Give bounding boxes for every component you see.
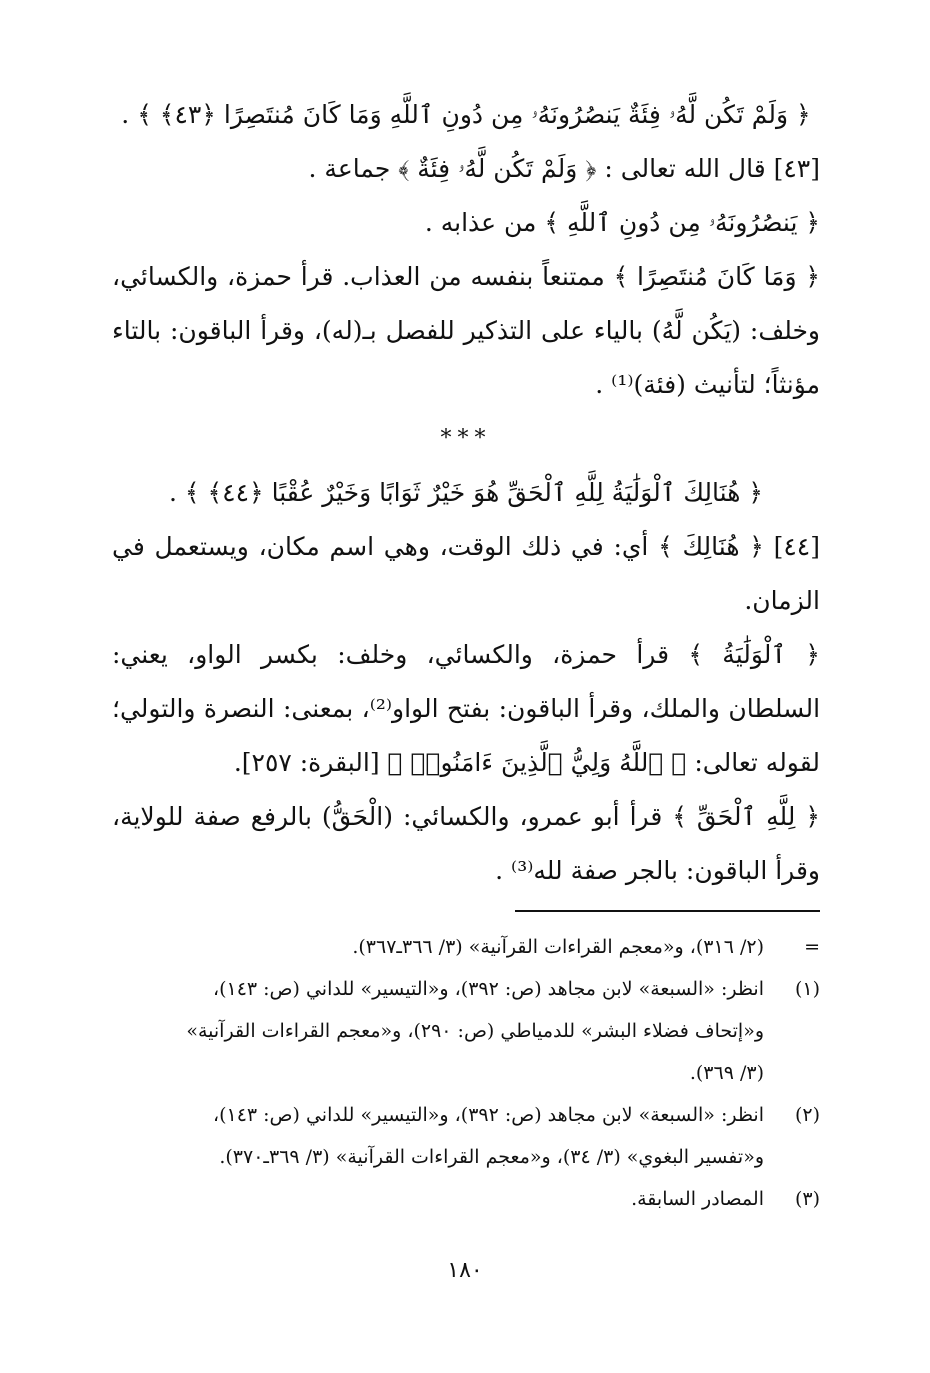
- section-separator: ***: [440, 426, 492, 451]
- commentary-43-line-4: وخلف: (يَكُن لَّهُ) بالياء على التذكير للفصل بـ(له)، وقرأ الباقون: بالتاء: [112, 316, 820, 345]
- footnote-1: [112, 968, 820, 1010]
- commentary-44-line-6: ﴿ لِلَّهِ ٱلْحَقِّ ﴾ قرأ أبو عمرو، والكسائي: (الْحَقُّ) بالرفع صفة للولاية،: [112, 802, 820, 831]
- commentary-44-line-5: لقوله تعالى: ﴿ ٱللَّهُ وَلِيُّ ٱلَّذِينَ ءَامَنُوا۟ ﴾ [البقرة: ٢٥٧].: [233, 748, 820, 777]
- footnote-1-text-line-3: (٣/ ٣٦٩).: [689, 1062, 764, 1084]
- footnote-2: [112, 1094, 820, 1136]
- footnote-1-line-3: [112, 1052, 820, 1094]
- quran-verse-44: ﴿ هُنَالِكَ ٱلْوَلَٰيَةُ لِلَّهِ ٱلْحَقِّ هُوَ خَيْرٌ ثَوَابًا وَخَيْرٌ عُقْبًا ﴿٤٤﴾ ﴾ .: [169, 478, 763, 507]
- commentary-43-line-5: مؤنثاً؛ لتأنيث (فئة)⁽¹⁾ .: [595, 370, 820, 399]
- footnote-2-line-2: [112, 1136, 820, 1178]
- footnote-3-number: (٣): [794, 1188, 820, 1210]
- footnote-1-number: (١): [794, 978, 820, 1000]
- commentary-44-line-7: وقرأ الباقون: بالجر صفة لله⁽³⁾ .: [495, 856, 820, 885]
- commentary-44-line-4: السلطان والملك، وقرأ الباقون: بفتح الواو⁽²⁾، بمعنى: النصرة والتولي؛: [112, 694, 820, 723]
- footnote-continuation: [112, 926, 820, 968]
- page-number: ١٨٠: [447, 1258, 483, 1283]
- footnote-2-text-line-1: انظر: «السبعة» لابن مجاهد (ص: ٣٩٢)، و«التيسير» للداني (ص: ١٤٣)،: [212, 1104, 764, 1126]
- footnote-continuation-marker: =: [804, 936, 820, 958]
- quran-verse-43: ﴿ وَلَمْ تَكُن لَّهُۥ فِئَةٌ يَنصُرُونَهُۥ مِن دُونِ ٱللَّهِ وَمَا كَانَ مُنتَصِرًا ﴿٤٣﴾ ﴾ .: [121, 100, 811, 129]
- page-body: [112, 88, 820, 1220]
- footnote-1-line-2: [112, 1010, 820, 1052]
- footnote-continuation-text: (٢/ ٣١٦)، و«معجم القراءات القرآنية» (٣/ ٣٦٦ـ٣٦٧).: [352, 936, 764, 958]
- commentary-43-line-1: [٤٣] قال الله تعالى : ﴿ وَلَمْ تَكُن لَّهُۥ فِئَةٌ ﴾ جماعة .: [308, 154, 820, 183]
- commentary-43-line-3: ﴿ وَمَا كَانَ مُنتَصِرًا ﴾ ممتنعاً بنفسه من العذاب. قرأ حمزة، والكسائي،: [112, 262, 820, 291]
- commentary-43-line-2: ﴿ يَنصُرُونَهُۥ مِن دُونِ ٱللَّهِ ﴾ من عذابه .: [424, 208, 820, 237]
- footnote-1-text-line-1: انظر: «السبعة» لابن مجاهد (ص: ٣٩٢)، و«التيسير» للداني (ص: ١٤٣)،: [212, 978, 764, 1000]
- footnote-3-text-line-1: المصادر السابقة.: [631, 1188, 764, 1210]
- footnote-1-text-line-2: و«إتحاف فضلاء البشر» للدمياطي (ص: ٢٩٠)، و«معجم القراءات القرآنية»: [186, 1020, 764, 1042]
- footnote-divider: [515, 910, 820, 912]
- footnote-2-number: (٢): [794, 1104, 820, 1126]
- commentary-44-line-3: ﴿ ٱلْوَلَٰيَةُ ﴾ قرأ حمزة، والكسائي، وخلف: بكسر الواو، يعني:: [112, 640, 820, 669]
- commentary-44-line-1: [٤٤] ﴿ هُنَالِكَ ﴾ أي: في ذلك الوقت، وهي اسم مكان، ويستعمل في: [112, 532, 820, 561]
- commentary-44-line-2: الزمان.: [744, 586, 820, 615]
- footnote-2-text-line-2: و«تفسير البغوي» (٣/ ٣٤)، و«معجم القراءات القرآنية» (٣/ ٣٦٩ـ٣٧٠).: [219, 1146, 764, 1168]
- footnote-3: [112, 1178, 820, 1220]
